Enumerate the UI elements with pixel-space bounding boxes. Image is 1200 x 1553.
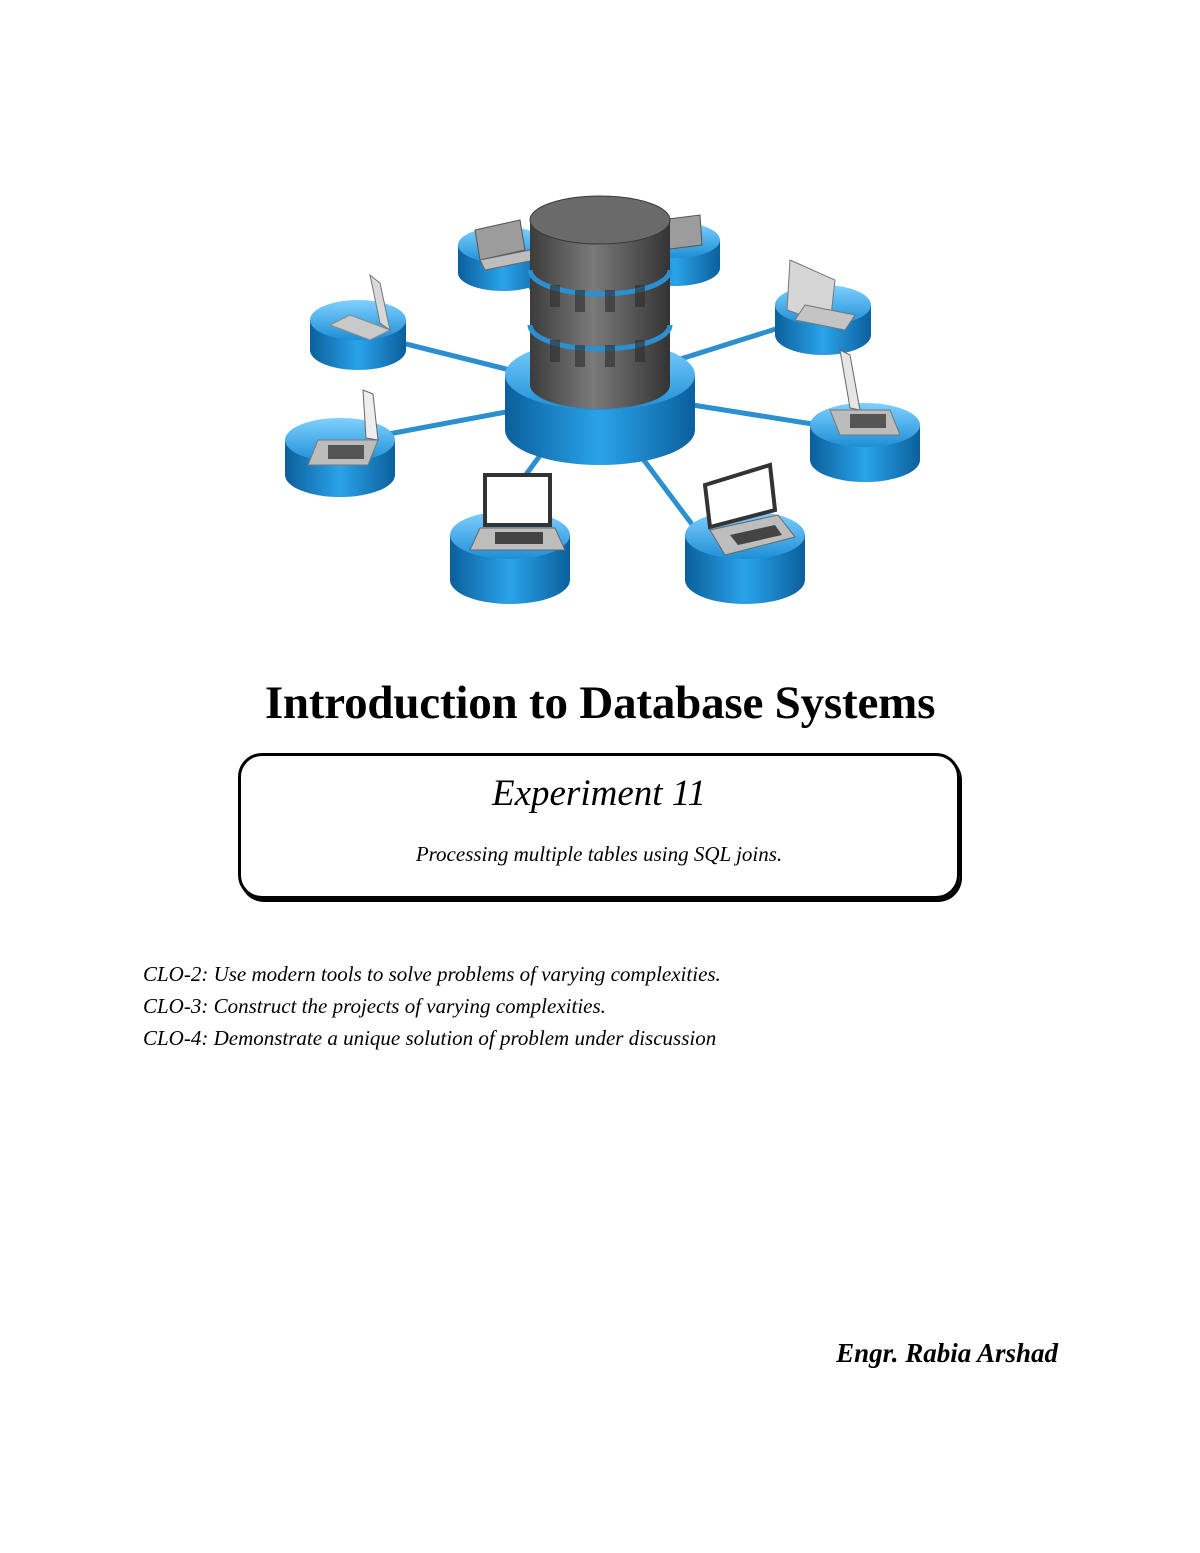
clo-item: CLO-4: Demonstrate a unique solution of problem under discussion — [143, 1026, 717, 1050]
database-network-icon — [230, 135, 960, 625]
clo-item: CLO-2: Use modern tools to solve problems of varying complexities. — [143, 962, 721, 986]
laptop-icon — [830, 350, 900, 435]
clo-list — [143, 958, 721, 1054]
author-name: Engr. Rabia Arshad — [836, 1338, 1058, 1368]
document-title: Introduction to Database Systems — [264, 677, 936, 729]
central-database — [505, 196, 695, 465]
laptop-icon — [470, 475, 565, 550]
experiment-topic: Processing multiple tables using SQL joins. — [415, 842, 783, 866]
experiment-label: Experiment 11 — [491, 773, 707, 814]
clo-item: CLO-3: Construct the projects of varying complexities. — [143, 994, 606, 1018]
experiment-box — [238, 753, 960, 899]
database-network-illustration — [230, 135, 960, 625]
